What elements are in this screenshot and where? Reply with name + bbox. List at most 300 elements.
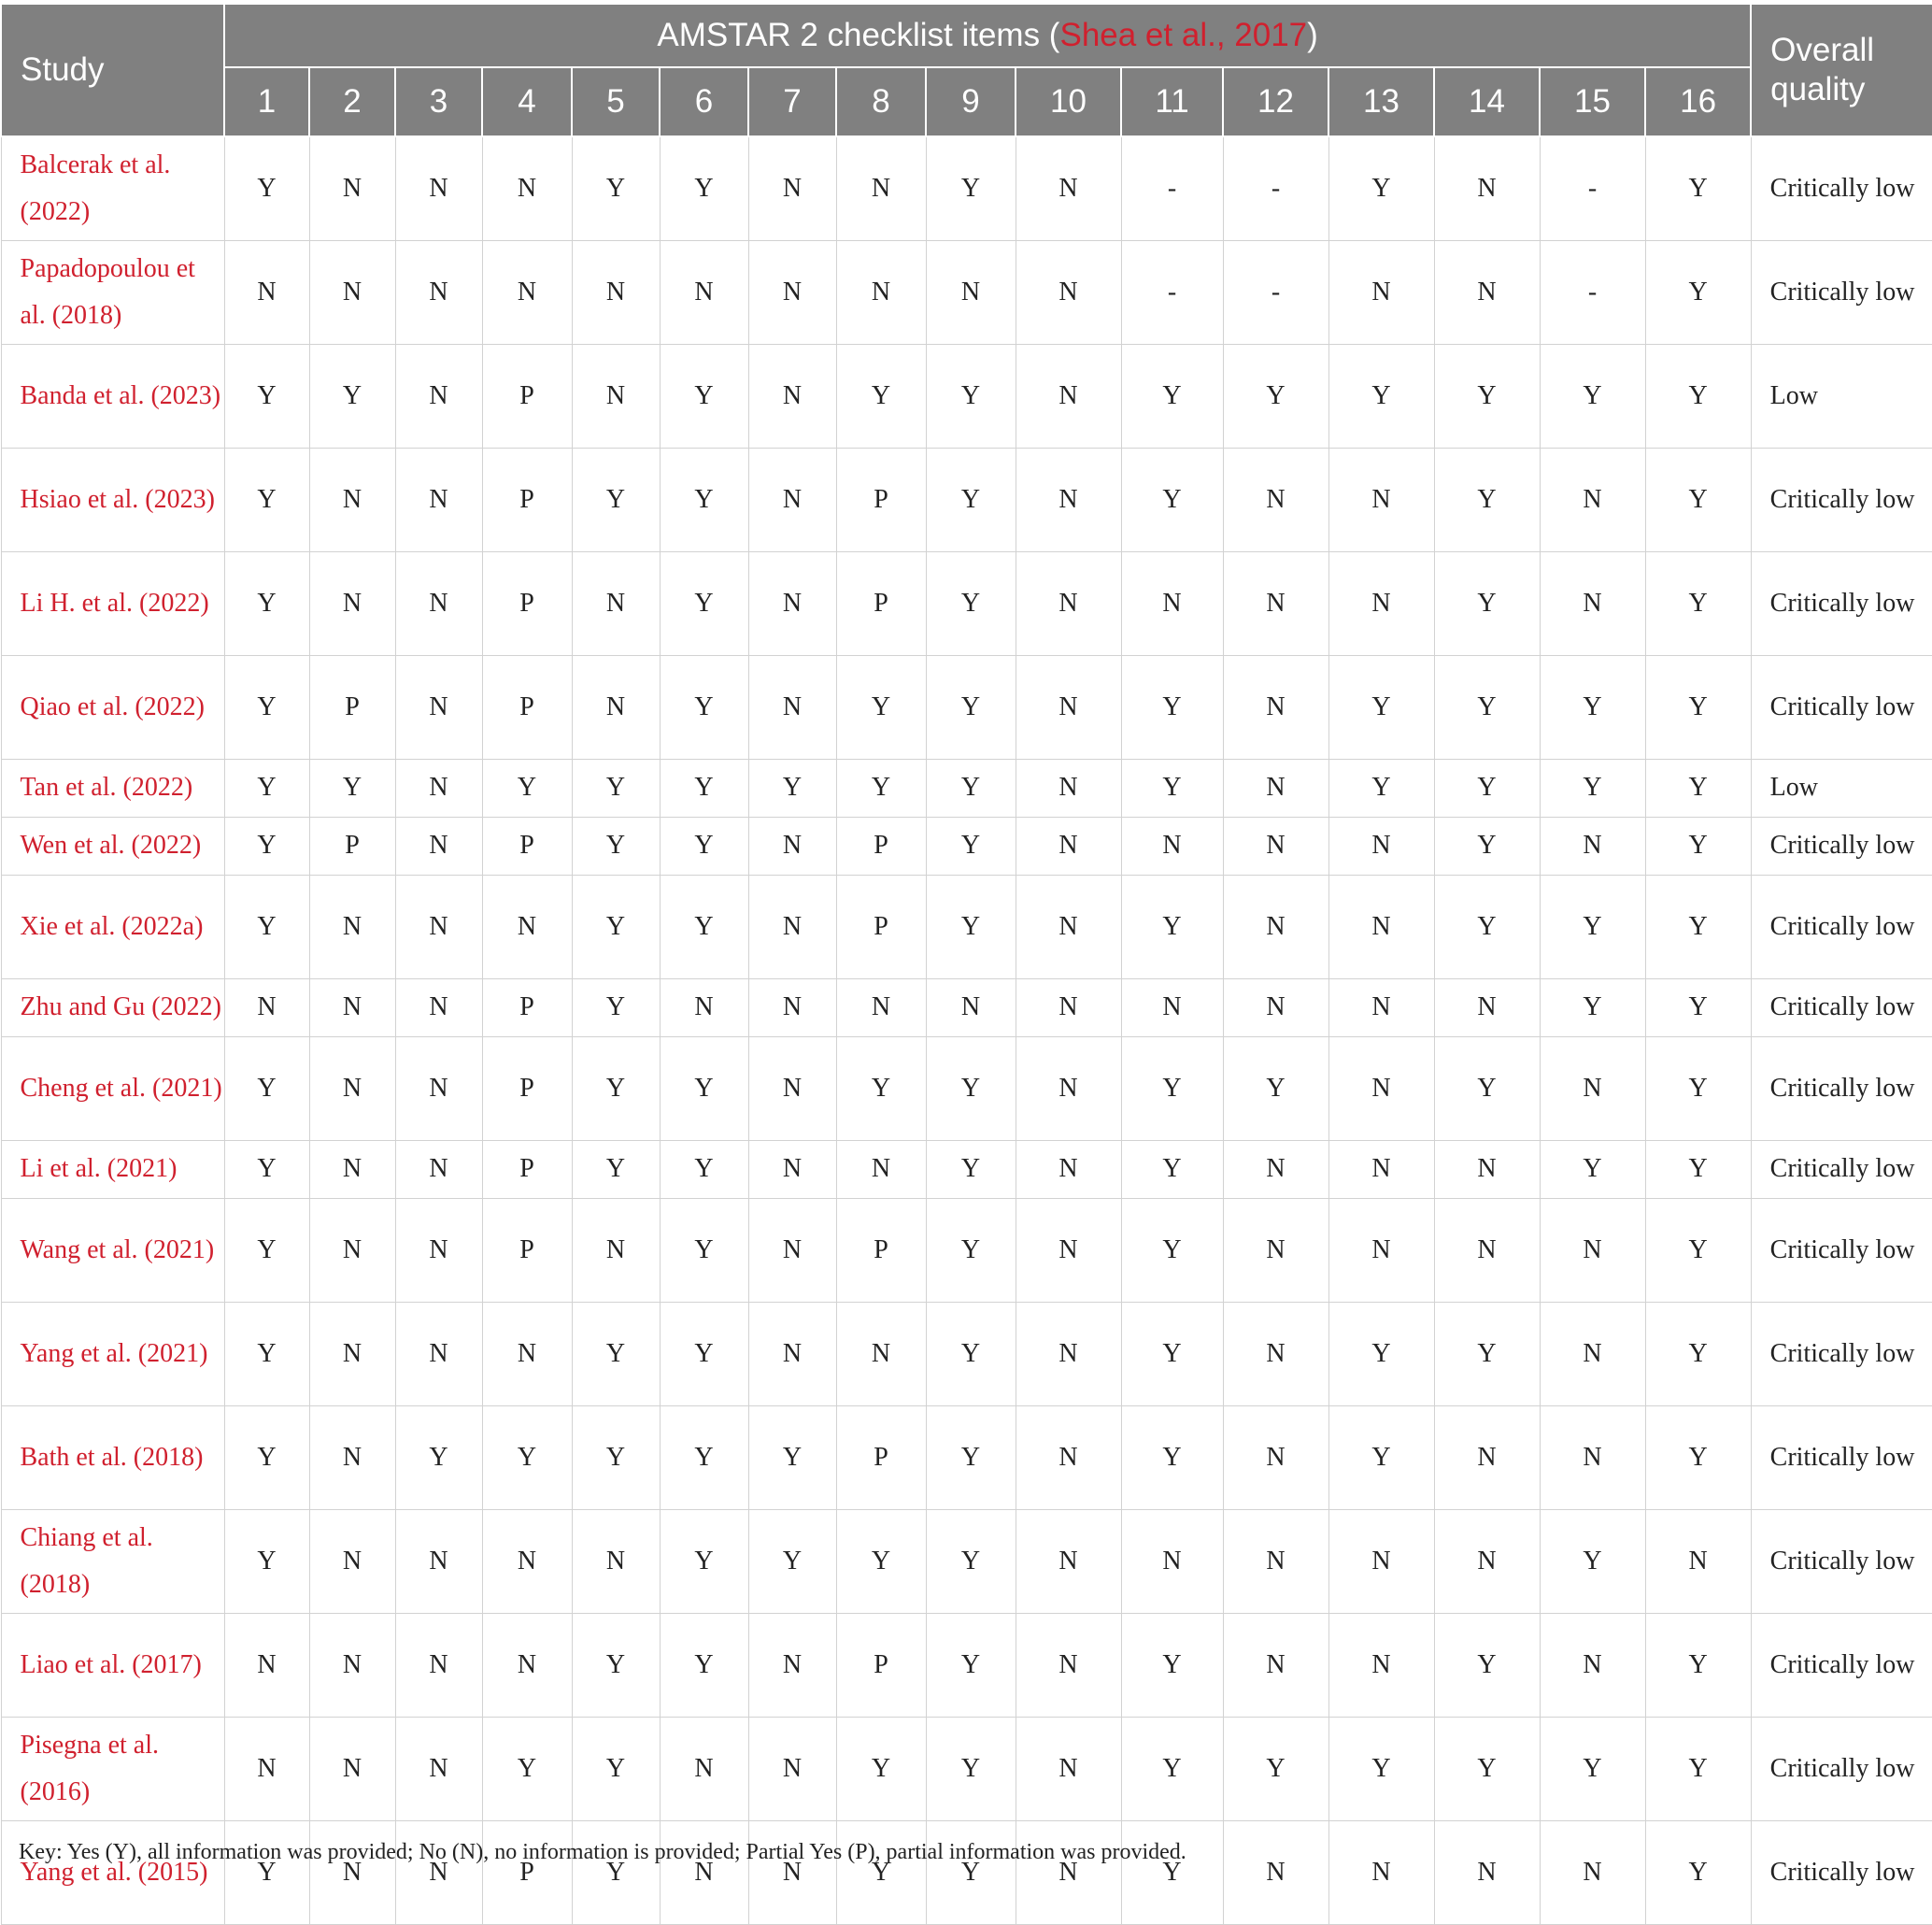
item-13-rating-cell: N — [1328, 240, 1434, 344]
study-citation-link[interactable]: Pisegna et al. (2016) — [1, 1717, 224, 1820]
item-12-rating-cell: - — [1223, 136, 1328, 240]
item-6-rating-cell: N — [660, 1717, 748, 1820]
item-8-rating-cell: Y — [836, 344, 926, 448]
item-16-rating-cell: Y — [1645, 759, 1751, 817]
item-10-rating-cell: N — [1016, 875, 1121, 978]
item-12-rating-cell: N — [1223, 1820, 1328, 1924]
item-6-rating-cell: Y — [660, 344, 748, 448]
overall-quality-cell: Critically low — [1751, 448, 1932, 551]
item-13-rating-cell: Y — [1328, 344, 1434, 448]
table-row — [1, 1717, 1932, 1820]
table-row — [1, 448, 1932, 551]
item-10-rating-cell: N — [1016, 1820, 1121, 1924]
item-3-rating-cell: N — [395, 759, 482, 817]
study-citation-link[interactable]: Zhu and Gu (2022) — [1, 978, 224, 1036]
item-2-rating-cell: N — [309, 875, 395, 978]
study-citation-link[interactable]: Balcerak et al. (2022) — [1, 136, 224, 240]
item-10-rating-cell: N — [1016, 759, 1121, 817]
table-row — [1, 655, 1932, 759]
overall-quality-cell: Critically low — [1751, 1717, 1932, 1820]
item-10-rating-cell: N — [1016, 240, 1121, 344]
item-1-rating-cell: Y — [224, 1140, 309, 1198]
item-15-rating-cell: N — [1540, 551, 1645, 655]
item-9-rating-cell: N — [926, 240, 1016, 344]
table-row — [1, 1820, 1932, 1924]
item-5-rating-cell: Y — [572, 1036, 660, 1140]
study-citation-link[interactable]: Xie et al. (2022a) — [1, 875, 224, 978]
item-8-rating-cell: N — [836, 978, 926, 1036]
item-3-header: 3 — [395, 67, 482, 136]
item-6-rating-cell: Y — [660, 1198, 748, 1302]
item-2-rating-cell: N — [309, 1717, 395, 1820]
item-15-rating-cell: - — [1540, 240, 1645, 344]
item-8-rating-cell: P — [836, 1198, 926, 1302]
study-citation-link[interactable]: Bath et al. (2018) — [1, 1405, 224, 1509]
item-15-header: 15 — [1540, 67, 1645, 136]
item-12-rating-cell: N — [1223, 655, 1328, 759]
item-7-rating-cell: N — [748, 1717, 836, 1820]
item-10-rating-cell: N — [1016, 1198, 1121, 1302]
item-13-rating-cell: N — [1328, 978, 1434, 1036]
item-11-rating-cell: Y — [1121, 1140, 1223, 1198]
item-13-rating-cell: N — [1328, 817, 1434, 875]
item-15-rating-cell: N — [1540, 1820, 1645, 1924]
table-row — [1, 1613, 1932, 1717]
item-14-header: 14 — [1434, 67, 1540, 136]
item-5-rating-cell: Y — [572, 448, 660, 551]
item-15-rating-cell: Y — [1540, 1717, 1645, 1820]
item-14-rating-cell: N — [1434, 1405, 1540, 1509]
overall-quality-cell: Critically low — [1751, 817, 1932, 875]
item-13-rating-cell: N — [1328, 875, 1434, 978]
item-13-rating-cell: Y — [1328, 136, 1434, 240]
overall-quality-cell: Critically low — [1751, 136, 1932, 240]
overall-quality-cell: Critically low — [1751, 978, 1932, 1036]
study-citation-link[interactable]: Papadopoulou et al. (2018) — [1, 240, 224, 344]
item-14-rating-cell: N — [1434, 1140, 1540, 1198]
item-10-rating-cell: N — [1016, 1717, 1121, 1820]
item-5-rating-cell: Y — [572, 1717, 660, 1820]
item-1-rating-cell: Y — [224, 1302, 309, 1405]
item-4-header: 4 — [482, 67, 572, 136]
item-1-rating-cell: Y — [224, 1198, 309, 1302]
item-16-rating-cell: Y — [1645, 1613, 1751, 1717]
overall-quality-cell: Critically low — [1751, 655, 1932, 759]
item-12-rating-cell: N — [1223, 1405, 1328, 1509]
item-13-rating-cell: N — [1328, 1140, 1434, 1198]
item-7-rating-cell: N — [748, 1140, 836, 1198]
item-1-rating-cell: Y — [224, 655, 309, 759]
item-7-rating-cell: N — [748, 1820, 836, 1924]
item-11-rating-cell: Y — [1121, 1198, 1223, 1302]
amstar-items-header — [224, 4, 1751, 67]
item-16-rating-cell: Y — [1645, 1717, 1751, 1820]
item-11-rating-cell: Y — [1121, 759, 1223, 817]
item-9-rating-cell: Y — [926, 759, 1016, 817]
item-12-rating-cell: N — [1223, 875, 1328, 978]
item-1-rating-cell: Y — [224, 448, 309, 551]
item-10-rating-cell: N — [1016, 1405, 1121, 1509]
item-2-rating-cell: N — [309, 1405, 395, 1509]
item-4-rating-cell: P — [482, 448, 572, 551]
item-7-rating-cell: N — [748, 551, 836, 655]
item-11-rating-cell: N — [1121, 817, 1223, 875]
overall-quality-cell: Critically low — [1751, 1820, 1932, 1924]
item-13-rating-cell: N — [1328, 1509, 1434, 1613]
table-row — [1, 551, 1932, 655]
item-15-rating-cell: N — [1540, 1198, 1645, 1302]
item-5-rating-cell: N — [572, 344, 660, 448]
item-16-rating-cell: Y — [1645, 655, 1751, 759]
item-7-rating-cell: N — [748, 655, 836, 759]
amstar-header-suffix: ) — [1307, 17, 1318, 53]
item-1-rating-cell: Y — [224, 1405, 309, 1509]
item-7-rating-cell: N — [748, 240, 836, 344]
item-5-rating-cell: N — [572, 655, 660, 759]
item-10-rating-cell: N — [1016, 551, 1121, 655]
study-column-header: Study — [1, 4, 224, 136]
item-15-rating-cell: Y — [1540, 344, 1645, 448]
item-4-rating-cell: P — [482, 344, 572, 448]
item-14-rating-cell: Y — [1434, 344, 1540, 448]
item-15-rating-cell: Y — [1540, 655, 1645, 759]
item-6-rating-cell: N — [660, 1820, 748, 1924]
item-2-rating-cell: P — [309, 817, 395, 875]
item-10-rating-cell: N — [1016, 1302, 1121, 1405]
overall-quality-cell: Critically low — [1751, 1509, 1932, 1613]
item-9-rating-cell: Y — [926, 136, 1016, 240]
item-15-rating-cell: Y — [1540, 759, 1645, 817]
item-16-rating-cell: Y — [1645, 344, 1751, 448]
item-6-rating-cell: Y — [660, 759, 748, 817]
item-15-rating-cell: N — [1540, 1302, 1645, 1405]
item-4-rating-cell: N — [482, 136, 572, 240]
item-6-rating-cell: Y — [660, 1509, 748, 1613]
item-4-rating-cell: P — [482, 1140, 572, 1198]
item-5-rating-cell: Y — [572, 1613, 660, 1717]
item-16-rating-cell: Y — [1645, 551, 1751, 655]
item-11-rating-cell: Y — [1121, 1405, 1223, 1509]
item-12-rating-cell: N — [1223, 1613, 1328, 1717]
item-1-rating-cell: N — [224, 1717, 309, 1820]
item-3-rating-cell: N — [395, 978, 482, 1036]
item-14-rating-cell: N — [1434, 1820, 1540, 1924]
item-1-rating-cell: N — [224, 978, 309, 1036]
table-row — [1, 875, 1932, 978]
item-6-rating-cell: Y — [660, 1405, 748, 1509]
item-1-rating-cell: N — [224, 240, 309, 344]
study-citation-link[interactable]: Hsiao et al. (2023) — [1, 448, 224, 551]
item-4-rating-cell: P — [482, 978, 572, 1036]
item-1-rating-cell: N — [224, 1613, 309, 1717]
item-3-rating-cell: N — [395, 1140, 482, 1198]
item-14-rating-cell: N — [1434, 978, 1540, 1036]
item-7-rating-cell: N — [748, 817, 836, 875]
item-10-rating-cell: N — [1016, 817, 1121, 875]
item-11-rating-cell: - — [1121, 240, 1223, 344]
item-13-rating-cell: N — [1328, 1198, 1434, 1302]
item-4-rating-cell: P — [482, 1820, 572, 1924]
item-15-rating-cell: N — [1540, 817, 1645, 875]
item-7-rating-cell: Y — [748, 759, 836, 817]
item-9-rating-cell: Y — [926, 1405, 1016, 1509]
item-10-rating-cell: N — [1016, 1140, 1121, 1198]
shea-citation-link[interactable]: Shea et al., 2017 — [1059, 17, 1308, 53]
item-8-rating-cell: P — [836, 551, 926, 655]
item-2-rating-cell: N — [309, 1036, 395, 1140]
study-citation-link[interactable]: Qiao et al. (2022) — [1, 655, 224, 759]
item-12-header: 12 — [1223, 67, 1328, 136]
item-8-rating-cell: P — [836, 448, 926, 551]
overall-quality-cell: Critically low — [1751, 1140, 1932, 1198]
table-body — [1, 136, 1932, 1924]
item-5-rating-cell: Y — [572, 1405, 660, 1509]
item-4-rating-cell: P — [482, 655, 572, 759]
item-6-rating-cell: Y — [660, 655, 748, 759]
item-7-rating-cell: N — [748, 136, 836, 240]
item-3-rating-cell: N — [395, 240, 482, 344]
item-12-rating-cell: N — [1223, 448, 1328, 551]
study-citation-link[interactable]: Liao et al. (2017) — [1, 1613, 224, 1717]
table-row — [1, 1405, 1932, 1509]
item-13-rating-cell: N — [1328, 448, 1434, 551]
item-1-rating-cell: Y — [224, 1820, 309, 1924]
item-6-rating-cell: Y — [660, 817, 748, 875]
item-16-header: 16 — [1645, 67, 1751, 136]
amstar-header-prefix: AMSTAR 2 checklist items ( — [657, 17, 1060, 53]
item-4-rating-cell: P — [482, 817, 572, 875]
overall-quality-header: Overall quality — [1751, 4, 1932, 136]
overall-quality-cell: Critically low — [1751, 240, 1932, 344]
item-3-rating-cell: N — [395, 136, 482, 240]
item-5-rating-cell: N — [572, 240, 660, 344]
table-header — [1, 4, 1932, 136]
table-row — [1, 978, 1932, 1036]
item-11-rating-cell: Y — [1121, 1717, 1223, 1820]
item-1-rating-cell: Y — [224, 344, 309, 448]
table-row — [1, 817, 1932, 875]
item-7-header: 7 — [748, 67, 836, 136]
item-13-rating-cell: N — [1328, 1820, 1434, 1924]
item-5-rating-cell: Y — [572, 1820, 660, 1924]
item-2-header: 2 — [309, 67, 395, 136]
item-5-rating-cell: Y — [572, 978, 660, 1036]
item-8-rating-cell: P — [836, 1405, 926, 1509]
item-5-rating-cell: Y — [572, 136, 660, 240]
item-16-rating-cell: Y — [1645, 136, 1751, 240]
study-citation-link[interactable]: Wang et al. (2021) — [1, 1198, 224, 1302]
item-11-rating-cell: Y — [1121, 1302, 1223, 1405]
item-4-rating-cell: Y — [482, 1405, 572, 1509]
item-9-rating-cell: Y — [926, 1302, 1016, 1405]
item-8-rating-cell: Y — [836, 1509, 926, 1613]
overall-quality-cell: Critically low — [1751, 875, 1932, 978]
item-13-rating-cell: Y — [1328, 1302, 1434, 1405]
table-row — [1, 1140, 1932, 1198]
item-8-rating-cell: Y — [836, 1717, 926, 1820]
study-citation-link[interactable]: Tan et al. (2022) — [1, 759, 224, 817]
item-12-rating-cell: N — [1223, 1302, 1328, 1405]
item-6-rating-cell: N — [660, 978, 748, 1036]
item-7-rating-cell: N — [748, 1613, 836, 1717]
item-9-rating-cell: Y — [926, 448, 1016, 551]
item-7-rating-cell: N — [748, 344, 836, 448]
item-16-rating-cell: Y — [1645, 817, 1751, 875]
item-2-rating-cell: N — [309, 1302, 395, 1405]
item-16-rating-cell: N — [1645, 1509, 1751, 1613]
item-12-rating-cell: Y — [1223, 1717, 1328, 1820]
overall-quality-cell: Critically low — [1751, 1302, 1932, 1405]
item-5-rating-cell: Y — [572, 875, 660, 978]
overall-quality-cell: Critically low — [1751, 1613, 1932, 1717]
item-7-rating-cell: Y — [748, 1509, 836, 1613]
item-9-rating-cell: Y — [926, 1036, 1016, 1140]
item-6-rating-cell: N — [660, 240, 748, 344]
item-10-rating-cell: N — [1016, 344, 1121, 448]
item-2-rating-cell: N — [309, 978, 395, 1036]
item-2-rating-cell: P — [309, 655, 395, 759]
item-5-rating-cell: Y — [572, 1140, 660, 1198]
item-15-rating-cell: Y — [1540, 1509, 1645, 1613]
table-row — [1, 1509, 1932, 1613]
item-3-rating-cell: N — [395, 448, 482, 551]
study-citation-link[interactable]: Chiang et al. (2018) — [1, 1509, 224, 1613]
item-8-rating-cell: N — [836, 1302, 926, 1405]
item-16-rating-cell: Y — [1645, 1140, 1751, 1198]
item-3-rating-cell: N — [395, 655, 482, 759]
item-14-rating-cell: Y — [1434, 875, 1540, 978]
item-8-header: 8 — [836, 67, 926, 136]
item-10-rating-cell: N — [1016, 136, 1121, 240]
item-14-rating-cell: N — [1434, 1509, 1540, 1613]
item-3-rating-cell: N — [395, 875, 482, 978]
study-citation-link[interactable]: Li et al. (2021) — [1, 1140, 224, 1198]
item-5-rating-cell: Y — [572, 1302, 660, 1405]
study-citation-link[interactable]: Li H. et al. (2022) — [1, 551, 224, 655]
item-8-rating-cell: N — [836, 136, 926, 240]
study-citation-link[interactable]: Cheng et al. (2021) — [1, 1036, 224, 1140]
item-3-rating-cell: N — [395, 1509, 482, 1613]
table-row — [1, 1198, 1932, 1302]
item-3-rating-cell: Y — [395, 1405, 482, 1509]
item-7-rating-cell: N — [748, 1036, 836, 1140]
item-10-rating-cell: N — [1016, 1509, 1121, 1613]
item-11-rating-cell: Y — [1121, 344, 1223, 448]
item-9-rating-cell: Y — [926, 817, 1016, 875]
item-4-rating-cell: N — [482, 1509, 572, 1613]
item-6-rating-cell: Y — [660, 1036, 748, 1140]
item-3-rating-cell: N — [395, 1613, 482, 1717]
item-10-rating-cell: N — [1016, 655, 1121, 759]
table-key-footnote: Key: Yes (Y), all information was provided; No (N), no information is provided; Partial Yes (P), partial information was provided. — [19, 1840, 1186, 1864]
item-13-rating-cell: N — [1328, 1036, 1434, 1140]
item-13-header: 13 — [1328, 67, 1434, 136]
item-9-rating-cell: Y — [926, 551, 1016, 655]
item-1-rating-cell: Y — [224, 136, 309, 240]
item-1-rating-cell: Y — [224, 875, 309, 978]
item-12-rating-cell: Y — [1223, 1036, 1328, 1140]
item-14-rating-cell: Y — [1434, 655, 1540, 759]
item-16-rating-cell: Y — [1645, 448, 1751, 551]
item-13-rating-cell: Y — [1328, 759, 1434, 817]
item-16-rating-cell: Y — [1645, 240, 1751, 344]
item-2-rating-cell: N — [309, 448, 395, 551]
item-12-rating-cell: - — [1223, 240, 1328, 344]
item-2-rating-cell: N — [309, 1613, 395, 1717]
item-7-rating-cell: N — [748, 1198, 836, 1302]
item-14-rating-cell: N — [1434, 240, 1540, 344]
item-4-rating-cell: N — [482, 240, 572, 344]
study-citation-link[interactable]: Yang et al. (2015) — [1, 1820, 224, 1924]
item-11-rating-cell: N — [1121, 978, 1223, 1036]
item-8-rating-cell: Y — [836, 1820, 926, 1924]
item-4-rating-cell: P — [482, 551, 572, 655]
study-citation-link[interactable]: Yang et al. (2021) — [1, 1302, 224, 1405]
item-9-rating-cell: Y — [926, 655, 1016, 759]
item-6-rating-cell: Y — [660, 1140, 748, 1198]
item-15-rating-cell: Y — [1540, 1140, 1645, 1198]
item-10-rating-cell: N — [1016, 448, 1121, 551]
item-8-rating-cell: P — [836, 875, 926, 978]
overall-quality-cell: Critically low — [1751, 1198, 1932, 1302]
item-12-rating-cell: Y — [1223, 344, 1328, 448]
item-2-rating-cell: N — [309, 1820, 395, 1924]
item-14-rating-cell: Y — [1434, 1036, 1540, 1140]
study-citation-link[interactable]: Banda et al. (2023) — [1, 344, 224, 448]
item-7-rating-cell: N — [748, 875, 836, 978]
item-1-rating-cell: Y — [224, 817, 309, 875]
item-12-rating-cell: N — [1223, 1509, 1328, 1613]
item-15-rating-cell: - — [1540, 136, 1645, 240]
item-8-rating-cell: N — [836, 1140, 926, 1198]
item-9-rating-cell: Y — [926, 1198, 1016, 1302]
item-14-rating-cell: Y — [1434, 1717, 1540, 1820]
item-3-rating-cell: N — [395, 1302, 482, 1405]
item-4-rating-cell: P — [482, 1198, 572, 1302]
item-15-rating-cell: N — [1540, 1036, 1645, 1140]
item-15-rating-cell: Y — [1540, 875, 1645, 978]
item-6-rating-cell: Y — [660, 136, 748, 240]
item-2-rating-cell: N — [309, 1198, 395, 1302]
item-7-rating-cell: N — [748, 978, 836, 1036]
item-11-rating-cell: - — [1121, 136, 1223, 240]
item-14-rating-cell: N — [1434, 1198, 1540, 1302]
table-row — [1, 1302, 1932, 1405]
item-15-rating-cell: Y — [1540, 978, 1645, 1036]
item-14-rating-cell: Y — [1434, 1302, 1540, 1405]
item-15-rating-cell: N — [1540, 1613, 1645, 1717]
item-16-rating-cell: Y — [1645, 1198, 1751, 1302]
overall-quality-cell: Critically low — [1751, 1036, 1932, 1140]
table-row — [1, 759, 1932, 817]
study-citation-link[interactable]: Wen et al. (2022) — [1, 817, 224, 875]
item-6-header: 6 — [660, 67, 748, 136]
item-14-rating-cell: Y — [1434, 448, 1540, 551]
item-11-rating-cell: N — [1121, 1509, 1223, 1613]
overall-quality-cell: Low — [1751, 759, 1932, 817]
item-11-rating-cell: Y — [1121, 875, 1223, 978]
item-9-rating-cell: Y — [926, 1509, 1016, 1613]
item-2-rating-cell: Y — [309, 759, 395, 817]
item-4-rating-cell: P — [482, 1036, 572, 1140]
table-row — [1, 1036, 1932, 1140]
item-5-header: 5 — [572, 67, 660, 136]
item-6-rating-cell: Y — [660, 1613, 748, 1717]
item-14-rating-cell: Y — [1434, 817, 1540, 875]
item-16-rating-cell: Y — [1645, 875, 1751, 978]
item-2-rating-cell: N — [309, 551, 395, 655]
item-14-rating-cell: Y — [1434, 1613, 1540, 1717]
